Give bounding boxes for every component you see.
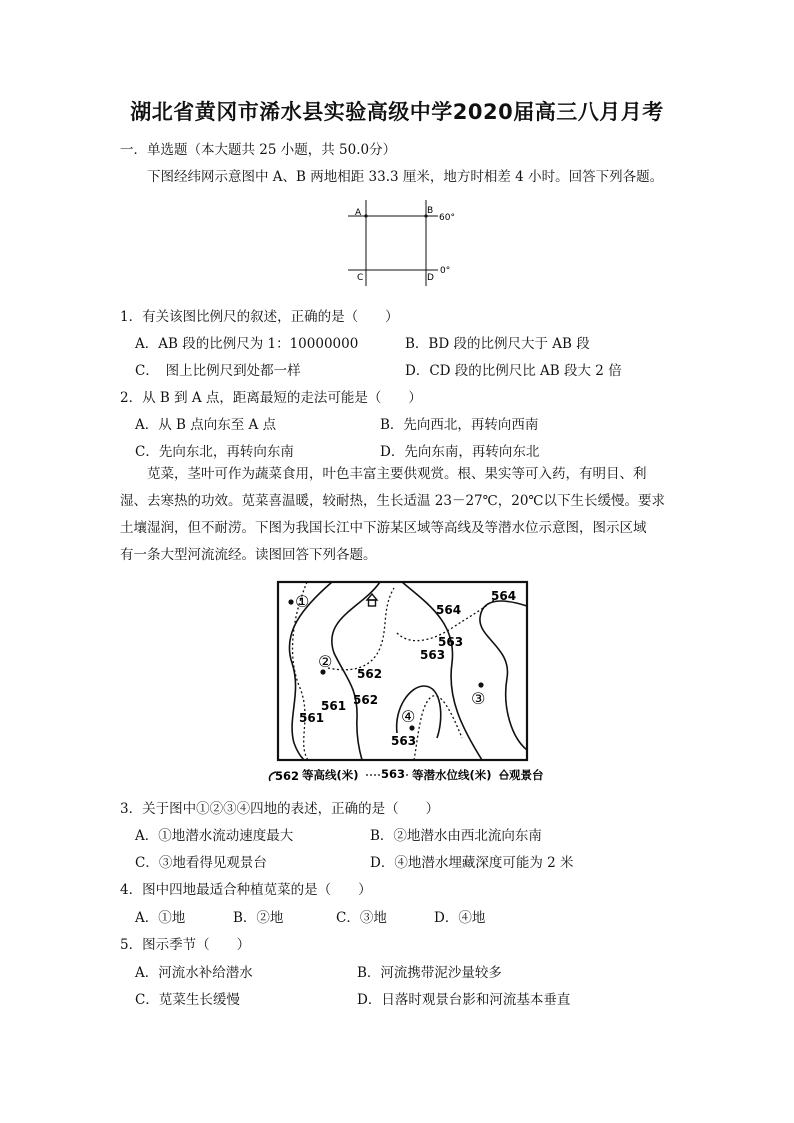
point-3-dot [478, 682, 483, 687]
point-a-dot [364, 214, 367, 217]
label-a: A [355, 208, 362, 218]
q2-option-c: C．先向东北，再转向东南 [135, 444, 294, 460]
legend-tower-icon-base [501, 775, 507, 779]
label-d: D [427, 273, 434, 283]
legend-water-value: 563 [381, 767, 406, 781]
q4-option-b: B．②地 [233, 910, 284, 926]
label-lat-60: 60° [439, 213, 455, 223]
label-b: B [427, 206, 434, 216]
label-564-a: 564 [491, 589, 517, 603]
label-563-c: 563 [391, 734, 417, 748]
q2-option-b: B．先向西北，再转向西南 [380, 417, 539, 433]
q5-option-d: D．日落时观景台影和河流基本垂直 [357, 992, 571, 1008]
intro-paragraph-2-line-1: 苋菜，茎叶可作为蔬菜食用，叶色丰富主要供观赏。根、果实等可入药，有明目、利 [147, 466, 647, 482]
q1-option-c: C． 图上比例尺到处都一样 [135, 363, 301, 379]
point-4-dot [409, 725, 414, 730]
legend-contour-value: 562 [275, 769, 300, 783]
q3-option-c: C．③地看得见观景台 [135, 855, 267, 871]
label-562-a: 562 [357, 667, 383, 681]
label-563-b: 563 [420, 648, 446, 662]
q3-option-a: A．①地潜水流动速度最大 [135, 828, 294, 844]
intro-paragraph-2-line-3: 土壤湿润，但不耐涝。下图为我国长江中下游某区域等高线及等潜水位示意图，图示区域 [120, 520, 647, 536]
q5-stem: 5．图示季节（ ） [120, 937, 251, 953]
label-563-a: 563 [438, 635, 464, 649]
legend-contour-label: 等高线(米) [302, 768, 359, 782]
point-1-dot [288, 599, 293, 604]
intro-paragraph-1: 下图经纬网示意图中 A、B 两地相距 33.3 厘米，地方时相差 4 小时。回答下列各题。 [147, 169, 664, 185]
q4-stem: 4．图中四地最适合种植苋菜的是（ ） [120, 882, 372, 898]
point-1-label: ① [295, 592, 310, 611]
point-4-label: ④ [401, 707, 416, 726]
q1-option-a: A．AB 段的比例尺为 1：10000000 [135, 336, 359, 352]
q1-option-d: D．CD 段的比例尺比 AB 段大 2 倍 [405, 363, 622, 379]
q3-stem: 3．关于图中①②③④四地的表述，正确的是（ ） [120, 801, 440, 817]
contour-564 [480, 601, 527, 750]
label-c: C [357, 273, 364, 283]
graticule-figure [338, 196, 468, 288]
observation-tower-icon [367, 594, 377, 606]
contour-map-figure [262, 578, 544, 788]
q1-stem: 1．有关该图比例尺的叙述，正确的是（ ） [120, 309, 399, 325]
section-heading: 一．单选题（本大题共 25 小题，共 50.0分） [120, 142, 397, 158]
map-legend [269, 767, 544, 783]
q1-option-b: B．BD 段的比例尺大于 AB 段 [405, 336, 590, 352]
q4-option-c: C．③地 [336, 910, 387, 926]
point-2-label: ② [318, 652, 333, 671]
q2-option-a: A．从 B 点向东至 A 点 [135, 417, 277, 433]
label-lat-0: 0° [440, 266, 451, 276]
q5-option-b: B．河流携带泥沙量较多 [357, 965, 502, 981]
label-564-b: 564 [436, 603, 462, 617]
q2-stem: 2．从 B 到 A 点，距离最短的走法可能是（ ） [120, 390, 422, 406]
exam-title: 湖北省黄冈市浠水县实验高级中学2020届高三八月月考 [130, 100, 664, 124]
q4-option-a: A．①地 [135, 910, 186, 926]
q2-option-d: D．先向东南，再转向东北 [380, 444, 540, 460]
label-561-b: 561 [299, 711, 325, 725]
q3-option-b: B．②地潜水由西北流向东南 [370, 828, 542, 844]
q3-option-d: D．④地潜水埋藏深度可能为 2 米 [370, 855, 574, 871]
legend-water-label: 等潜水位线(米) [412, 768, 492, 782]
intro-paragraph-2-line-2: 湿、去寒热的功效。苋菜喜温暖，较耐热，生长适温 23－27℃，20℃以下生长缓慢。要求 [120, 493, 666, 509]
q5-option-a: A．河流水补给潜水 [135, 965, 253, 981]
intro-paragraph-2-line-4: 有一条大型河流流经。读图回答下列各题。 [120, 547, 377, 563]
point-3-label: ③ [471, 689, 486, 708]
legend-tower-label: 观景台 [509, 768, 544, 782]
q5-option-c: C．苋菜生长缓慢 [135, 992, 240, 1008]
label-561-a: 561 [321, 699, 347, 713]
legend-tower-icon [500, 770, 508, 775]
label-562-b: 562 [353, 693, 379, 707]
q4-option-d: D．④地 [434, 910, 486, 926]
